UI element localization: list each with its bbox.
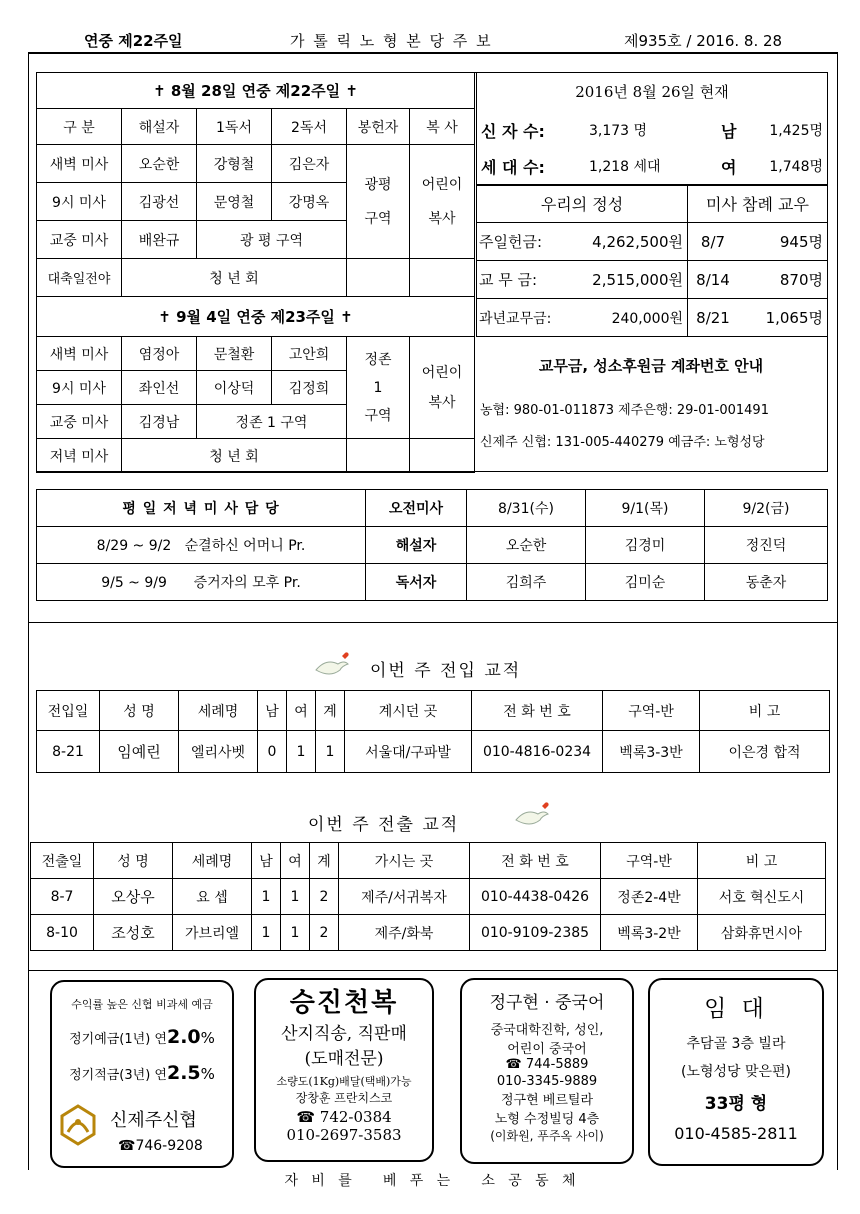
col-header: 구 분 — [37, 109, 122, 145]
ad-rental — [648, 978, 824, 1166]
section-divider — [28, 970, 838, 971]
col-header: 구역-반 — [601, 843, 698, 879]
col-header: 가시는 곳 — [339, 843, 470, 879]
reader2: 김정희 — [272, 371, 347, 405]
cell: 1 — [252, 915, 281, 951]
ad2-line2: (도매전문) — [304, 1049, 384, 1069]
narrator: 배완규 — [122, 221, 197, 259]
ad2-phone2: 010-2697-3583 — [286, 1126, 402, 1144]
col-header: 전입일 — [37, 691, 100, 731]
morning-day: 9/2(금) — [705, 490, 828, 527]
census-date: 2016년 8월 26일 현재 — [575, 83, 729, 101]
right-rule — [837, 52, 838, 1170]
ad4-phone: 010-4585-2811 — [674, 1124, 798, 1143]
ad3-phone1: ☎ 744-5889 — [505, 1057, 589, 1072]
mass-name: 새벽 미사 — [37, 145, 122, 183]
morning-title: 오전미사 — [366, 490, 467, 527]
cell: 삼화휴먼시아 — [698, 915, 826, 951]
ad1-l1-pct: % — [200, 1029, 215, 1047]
offering-label: 교 무 금: — [479, 271, 538, 289]
cell: 8-7 — [31, 879, 94, 915]
ad4-line3: 33평 형 — [704, 1094, 768, 1114]
narrator: 오순한 — [122, 145, 197, 183]
cell: 요 셉 — [173, 879, 252, 915]
col-header: 비 고 — [698, 843, 826, 879]
mass-name: 9시 미사 — [37, 183, 122, 221]
female-count: 1,748명 — [769, 159, 823, 175]
mass-schedule-aug28 — [36, 72, 475, 473]
ad2-line4: 장창훈 프란치스코 — [295, 1091, 393, 1105]
ad3-line6: 노형 수정빌딩 4층 — [494, 1112, 600, 1127]
section-divider — [28, 622, 838, 623]
morning-day: 8/31(수) — [467, 490, 586, 527]
offerer: 광평 구역 — [347, 145, 410, 259]
reader1: 문영철 — [197, 183, 272, 221]
ad1-top: 수익률 높은 신협 비과세 예금 — [71, 998, 213, 1011]
cell: 임예린 — [100, 731, 179, 773]
issue-number: 제935호 / 2016. 8. 28 — [624, 32, 783, 50]
assigned-group: 청 년 회 — [122, 259, 347, 297]
col-header: 여 — [281, 843, 310, 879]
cell: 서호 혁신도시 — [698, 879, 826, 915]
bulletin-title: 가 톨 릭 노 형 본 당 주 보 — [290, 32, 493, 50]
footer-motto: 자 비 를 베 푸 는 소 공 동 체 — [284, 1173, 576, 1189]
col-header: 비 고 — [700, 691, 830, 731]
ad2-line1: 산지직송, 직판매 — [281, 1024, 407, 1044]
cell: 010-4816-0234 — [472, 731, 603, 773]
col-header: 계 — [316, 691, 345, 731]
transfer-out-title: 이번 주 전출 교적 — [308, 815, 460, 835]
schedule2-title: ✝ 9월 4일 연중 제23주일 ✝ — [37, 297, 475, 337]
mass-name: 9시 미사 — [37, 371, 122, 405]
ad1-l2-pct: % — [200, 1065, 215, 1083]
role-label: 독서자 — [366, 564, 467, 601]
attendance-date: 8/21 — [688, 299, 739, 337]
cell: 정존2-4반 — [601, 879, 698, 915]
col-header: 계시던 곳 — [345, 691, 472, 731]
attendance-count: 1,065명 — [738, 299, 828, 337]
cell: 2 — [310, 915, 339, 951]
person: 김희주 — [467, 564, 586, 601]
season-label: 연중 제22주일 — [84, 32, 183, 50]
ad4-title: 임 대 — [704, 996, 768, 1022]
person: 동춘자 — [705, 564, 828, 601]
offering-label: 주일헌금: — [479, 233, 543, 251]
col-header: 남 — [252, 843, 281, 879]
person: 김경미 — [586, 527, 705, 564]
cell: 제주/서귀복자 — [339, 879, 470, 915]
person: 김미순 — [586, 564, 705, 601]
male-label: 남 — [721, 122, 737, 141]
cell: 조성호 — [94, 915, 173, 951]
col-header: 봉헌자 — [347, 109, 410, 145]
ad3-line2: 어린이 중국어 — [507, 1042, 587, 1057]
reader1: 강형철 — [197, 145, 272, 183]
cell: 벡록3-2반 — [601, 915, 698, 951]
ad-credit-union — [50, 980, 234, 1168]
person: 정진덕 — [705, 527, 828, 564]
col-header: 2독서 — [272, 109, 347, 145]
col-header: 계 — [310, 843, 339, 879]
cell: 0 — [258, 731, 287, 773]
male-count: 1,425명 — [769, 123, 823, 139]
weekday-mass-table — [36, 489, 828, 601]
role-label: 해설자 — [366, 527, 467, 564]
table-row — [31, 915, 826, 951]
cell: 엘리사벳 — [179, 731, 258, 773]
cell: 1 — [252, 879, 281, 915]
reader2: 고안희 — [272, 337, 347, 371]
offerer: 정존 1 구역 — [347, 337, 410, 439]
transfer-out-table — [30, 842, 826, 951]
ad1-l1-rate: 2.0 — [166, 1026, 201, 1048]
narrator: 염정아 — [122, 337, 197, 371]
col-header: 전 화 번 호 — [472, 691, 603, 731]
col-header: 세례명 — [179, 691, 258, 731]
offering-amount: 2,515,000원 — [592, 271, 683, 289]
mass-name: 새벽 미사 — [37, 337, 122, 371]
offering-row — [477, 299, 688, 337]
narrator: 좌인선 — [122, 371, 197, 405]
narrator: 김경남 — [122, 405, 197, 439]
transfer-in-title: 이번 주 전입 교적 — [370, 661, 522, 681]
ad3-line1: 중국대학진학, 성인, — [490, 1023, 604, 1038]
cell: 1 — [281, 915, 310, 951]
weekday-dates: 9/5 ~ 9/9 — [101, 575, 167, 591]
col-header: 1독서 — [197, 109, 272, 145]
transfer-in-table — [36, 690, 830, 773]
mass-name: 대축일전야 — [37, 259, 122, 297]
col-header: 전출일 — [31, 843, 94, 879]
left-rule — [28, 52, 29, 1170]
ad1-line1 — [52, 1026, 232, 1048]
weekday-row — [37, 564, 366, 601]
cell: 오상우 — [94, 879, 173, 915]
weekday-group: 순결하신 어머니 Pr. — [184, 538, 306, 554]
account-line2: 신제주 신협: 131-005-440279 예금주: 노형성당 — [480, 435, 765, 450]
ad1-l1-label: 정기예금(1년) 연 — [69, 1032, 167, 1047]
ad4-line1: 추담골 3층 빌라 — [686, 1036, 786, 1052]
mass-name: 교중 미사 — [37, 221, 122, 259]
female-label: 여 — [721, 158, 737, 177]
altar-server: 어린이 복사 — [410, 337, 475, 439]
ad1-line2 — [52, 1062, 232, 1084]
believers-label: 신 자 수: — [481, 122, 545, 141]
table-row — [31, 879, 826, 915]
reader1: 이상덕 — [197, 371, 272, 405]
cell: 1 — [316, 731, 345, 773]
cell: 010-9109-2385 — [470, 915, 601, 951]
cell: 8-21 — [37, 731, 100, 773]
attendance-date: 8/7 — [688, 223, 739, 261]
offering-row — [477, 261, 688, 299]
offering-table — [476, 184, 828, 337]
col-header: 세례명 — [173, 843, 252, 879]
ad2-line3: 소량도(1Kg)배달(택배)가능 — [276, 1075, 412, 1088]
col-header: 남 — [258, 691, 287, 731]
ad-chinese-lessons — [460, 978, 634, 1164]
table-header-row — [31, 843, 826, 879]
weekday-group: 증거자의 모후 Pr. — [193, 575, 301, 591]
cell: 가브리엘 — [173, 915, 252, 951]
reader2: 강명옥 — [272, 183, 347, 221]
ad2-title: 승진천복 — [289, 988, 399, 1018]
assigned-group: 청 년 회 — [122, 439, 347, 473]
account-info — [476, 339, 826, 469]
ad3-phone2: 010-3345-9889 — [496, 1074, 598, 1089]
col-header: 구역-반 — [603, 691, 700, 731]
weekday-title: 평 일 저 녁 미 사 담 당 — [37, 490, 366, 527]
altar-server: 어린이 복사 — [410, 145, 475, 259]
col-header: 전 화 번 호 — [470, 843, 601, 879]
attendance-count: 945명 — [738, 223, 828, 261]
person: 오순한 — [467, 527, 586, 564]
mass-name: 교중 미사 — [37, 405, 122, 439]
households-label: 세 대 수: — [481, 158, 545, 177]
credit-union-logo-icon — [58, 1102, 98, 1150]
reader1: 문철환 — [197, 337, 272, 371]
cell: 제주/화북 — [339, 915, 470, 951]
reader2: 김은자 — [272, 145, 347, 183]
offering-amount: 240,000원 — [611, 310, 683, 327]
ad2-phone1: ☎ 742-0384 — [296, 1108, 392, 1126]
account-line1: 농협: 980-01-011873 제주은행: 29-01-001491 — [480, 403, 769, 418]
cell: 1 — [287, 731, 316, 773]
households-count: 1,218 세대 — [589, 159, 661, 175]
weekday-row — [37, 527, 366, 564]
col-header: 복 사 — [410, 109, 475, 145]
account-title: 교무금, 성소후원금 계좌번호 안내 — [538, 357, 764, 375]
ad3-title: 정구현 · 중국어 — [489, 993, 605, 1013]
mass-name: 저녁 미사 — [37, 439, 122, 473]
morning-day: 9/1(목) — [586, 490, 705, 527]
offering-row — [477, 223, 688, 261]
cell: 1 — [281, 879, 310, 915]
table-row — [37, 731, 830, 773]
ad1-phone: ☎746-9208 — [118, 1138, 203, 1154]
attendance-date: 8/14 — [688, 261, 739, 299]
schedule1-title: ✝ 8월 28일 연중 제22주일 ✝ — [37, 73, 475, 109]
readers: 광 평 구역 — [197, 221, 347, 259]
readers: 정존 1 구역 — [197, 405, 347, 439]
believers-count: 3,173 명 — [589, 123, 648, 139]
col-header: 성 명 — [100, 691, 179, 731]
cell: 이은경 합적 — [700, 731, 830, 773]
cell: 벡록3-3반 — [603, 731, 700, 773]
ad1-name: 신제주신협 — [110, 1110, 197, 1131]
cell: 8-10 — [31, 915, 94, 951]
ad3-line7: (이화원, 푸주옥 사이) — [490, 1129, 604, 1143]
ad1-l2-label: 정기적금(3년) 연 — [69, 1068, 167, 1083]
offering-label: 과년교무금: — [479, 310, 552, 327]
col-header: 성 명 — [94, 843, 173, 879]
cell: 010-4438-0426 — [470, 879, 601, 915]
cell: 서울대/구파발 — [345, 731, 472, 773]
table-header-row — [37, 691, 830, 731]
dove-icon — [512, 800, 552, 834]
ad1-l2-rate: 2.5 — [166, 1062, 201, 1084]
weekday-dates: 8/29 ~ 9/2 — [96, 538, 172, 554]
census-panel — [476, 72, 828, 186]
offering-amount: 4,262,500원 — [592, 233, 683, 251]
ad3-line5: 정구현 베르틸라 — [500, 1093, 594, 1108]
offering-title: 우리의 정성 — [477, 185, 688, 223]
col-header: 해설자 — [122, 109, 197, 145]
narrator: 김광선 — [122, 183, 197, 221]
ad-fruit-store — [254, 978, 434, 1162]
cell: 2 — [310, 879, 339, 915]
header-rule — [28, 52, 838, 54]
col-header: 여 — [287, 691, 316, 731]
dove-icon — [312, 650, 352, 684]
ad4-line2: (노형성당 맞은편) — [680, 1064, 792, 1080]
attendance-count: 870명 — [738, 261, 828, 299]
attendance-title: 미사 참례 교우 — [688, 185, 828, 223]
